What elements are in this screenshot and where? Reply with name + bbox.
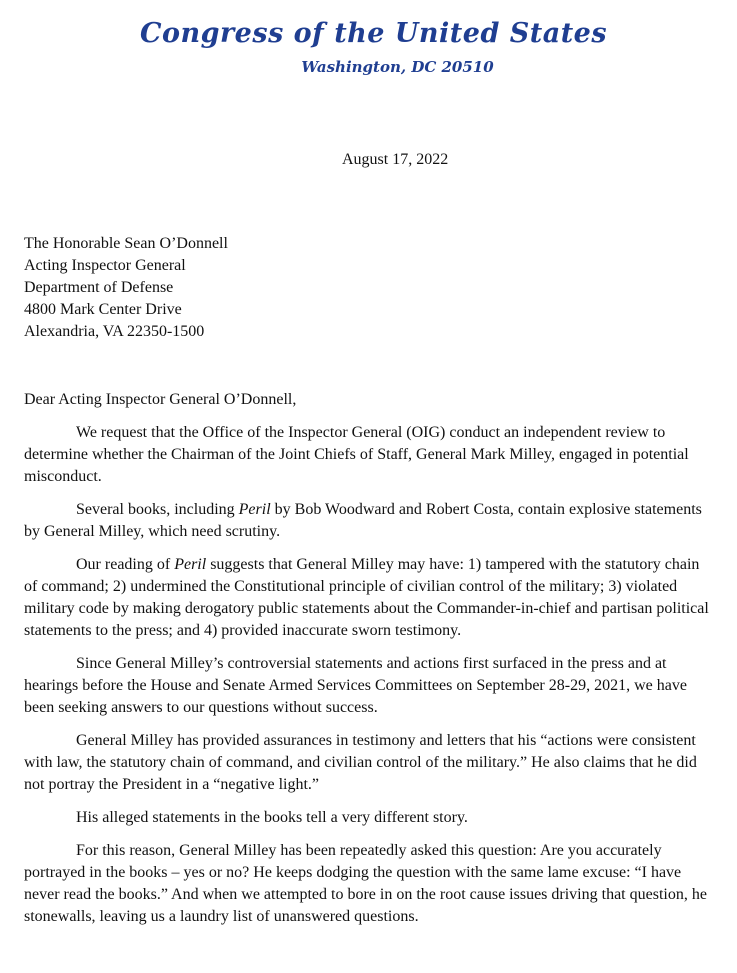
letter-date: August 17, 2022	[342, 151, 449, 168]
paragraph-2	[24, 499, 714, 543]
recipient-name: The Honorable Sean O’Donnell	[24, 235, 228, 252]
paragraph-3-text-a: Our reading of	[76, 556, 175, 573]
paragraph-2-text-a: Several books, including	[76, 501, 239, 518]
recipient-department: Department of Defense	[24, 279, 174, 296]
paragraph-2-text-b: by Bob Woodward and Robert Costa, contain explosive statements by General Milley, which need scrutiny.	[24, 501, 702, 540]
paragraph-5: General Milley has provided assurances in testimony and letters that his “actions were consistent with law, the statutory chain of command, and civilian control of the military.” He also claims that he did not portray the President in a “negative light.”	[24, 732, 697, 793]
letterhead	[0, 14, 737, 80]
paragraph-6: His alleged statements in the books tell a very different story.	[76, 809, 468, 826]
letterhead-title: Congress of the United States	[139, 18, 608, 49]
recipient-city: Alexandria, VA 22350-1500	[24, 323, 205, 340]
recipient-street: 4800 Mark Center Drive	[24, 301, 182, 318]
paragraph-3	[24, 554, 714, 642]
salutation: Dear Acting Inspector General O’Donnell,	[24, 391, 297, 408]
book-title-peril: Peril	[174, 556, 207, 573]
recipient-address	[24, 233, 228, 343]
letter-body	[24, 422, 714, 928]
paragraph-4: Since General Milley’s controversial statements and actions first surfaced in the press and at hearings before the House and Senate Armed Services Committees on September 28-29, 2021, we have been seeking answers to our questions without success.	[24, 655, 687, 716]
letterhead-location: Washington, DC 20510	[301, 58, 494, 76]
recipient-title: Acting Inspector General	[24, 257, 186, 274]
paragraph-1: We request that the Office of the Inspector General (OIG) conduct an independent review to determine whether the Chairman of the Joint Chiefs of Staff, General Mark Milley, engaged in potential misconduct.	[24, 424, 689, 485]
paragraph-7: For this reason, General Milley has been repeatedly asked this question: Are you accurately portrayed in the books – yes or no? He keeps dodging the question with the same lame excuse: “I have never read the books.” And when we attempted to bore in on the root cause issues driving that question, he stonewalls, leaving us a laundry list of unanswered questions.	[24, 842, 707, 925]
paragraph-3-text-b: suggests that General Milley may have: 1) tampered with the statutory chain of command; 2) undermined the Constitutional principle of civilian control of the military; 3) violated military code by making derogatory public statements about the Commander-in-chief and partisan political statements to the press; and 4) provided inaccurate sworn testimony.	[24, 556, 709, 639]
book-title-peril: Peril	[238, 501, 271, 518]
